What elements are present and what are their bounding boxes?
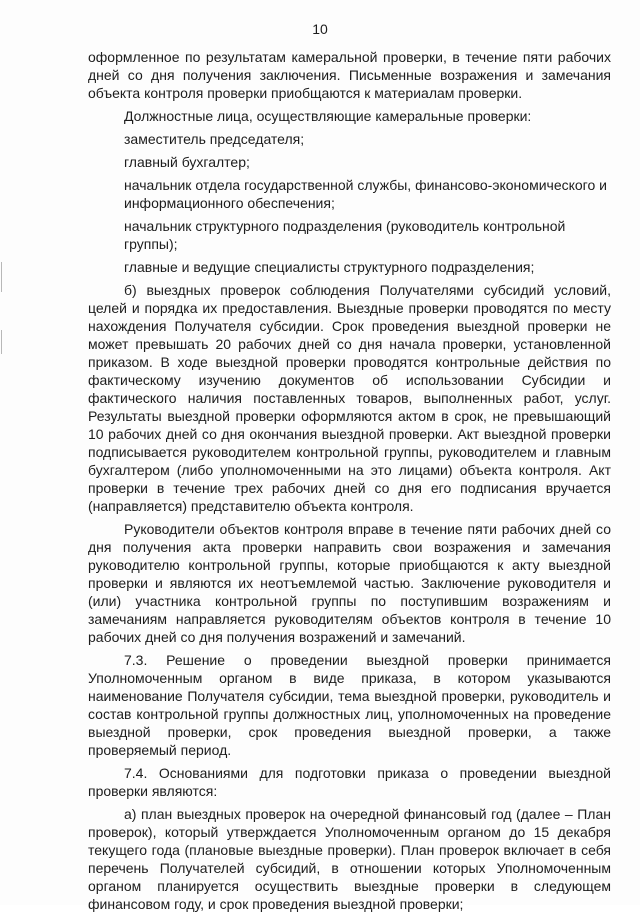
document-body [88,48,611,918]
paragraph-officials-heading: Должностные лица, осуществляющие камеральные проверки: [124,108,532,124]
scan-edge-mark [1,330,2,354]
paragraph-7-4: 7.4. Основаниями для подготовки приказа о проведении выездной проверки являются: [88,765,611,799]
paragraph-objections: Руководители объектов контроля вправе в течение пяти рабочих дней со дня получения акта проверки направить свои возражения и замечания руководителю контрольной группы, которые приобщаются к акту выездной проверки и являются их неотъемлемой частью. Заключение руководителя и (или) участника контрольной группы по поступившим возражениям и замечаниям направляется руководителям объектов контроля в течение 10 рабочих дней со дня получения возражений и замечаний. [88,521,611,645]
list-item-specialists: главные и ведущие специалисты структурного подразделения; [124,259,535,275]
page-number: 10 [312,21,328,37]
scan-edge-mark [1,262,2,292]
paragraph-inspection-plan: а) план выездных проверок на очередной финансовый год (далее – План проверок), который утверждается Уполномоченным органом до 15 декабря текущего года (плановые выездные проверки). План проверок включает в себя перечень Получателей субсидий, в отношении которых Уполномоченным органом планируется осуществить выездные проверки в следующем финансовом году, и срок проведения выездной проверки; [88,806,611,912]
list-item-department-head: начальник отдела государственной службы, финансово-экономического и информационного обеспечения; [124,177,607,211]
list-item-unit-head: начальник структурного подразделения (руководитель контрольной группы); [124,218,566,252]
list-item-chief-accountant: главный бухгалтер; [124,154,250,170]
paragraph-field-inspections: б) выездных проверок соблюдения Получателями субсидий условий, целей и порядка их предоставления. Выездные проверки проводятся по месту нахождения Получателя субсидии. Срок проведения выездной проверки не может превышать 20 рабочих дней со дня начала проверки, установленной приказом. В ходе выездной проверки проводятся контрольные действия по фактическому изучению документов об использовании Субсидии и фактического наличия поставленных товаров, выполненных работ, услуг. Результаты выездной проверки оформляются актом в срок, не превышающий 10 рабочих дней со дня окончания выездной проверки. Акт выездной проверки подписывается руководителем контрольной группы, руководителем и главным бухгалтером (либо уполномоченными на это лицами) объекта контроля. Акт проверки в течение трех рабочих дней со дня его подписания вручается (направляется) представителю объекта контроля. [88,282,611,514]
list-item-deputy-chairman: заместитель председателя; [124,131,305,147]
paragraph-continuation: оформленное по результатам камеральной проверки, в течение пяти рабочих дней со дня получения заключения. Письменные возражения и замечания объекта контроля проверки приобщаются к материалам проверки. [88,49,611,101]
paragraph-7-3: 7.3. Решение о проведении выездной проверки принимается Уполномоченным органом в виде приказа, в котором указываются наименование Получателя субсидии, тема выездной проверки, руководитель и состав контрольной группы должностных лиц, уполномоченных на проведение выездной проверки, срок проведения выездной проверки, а также проверяемый период. [88,652,611,758]
